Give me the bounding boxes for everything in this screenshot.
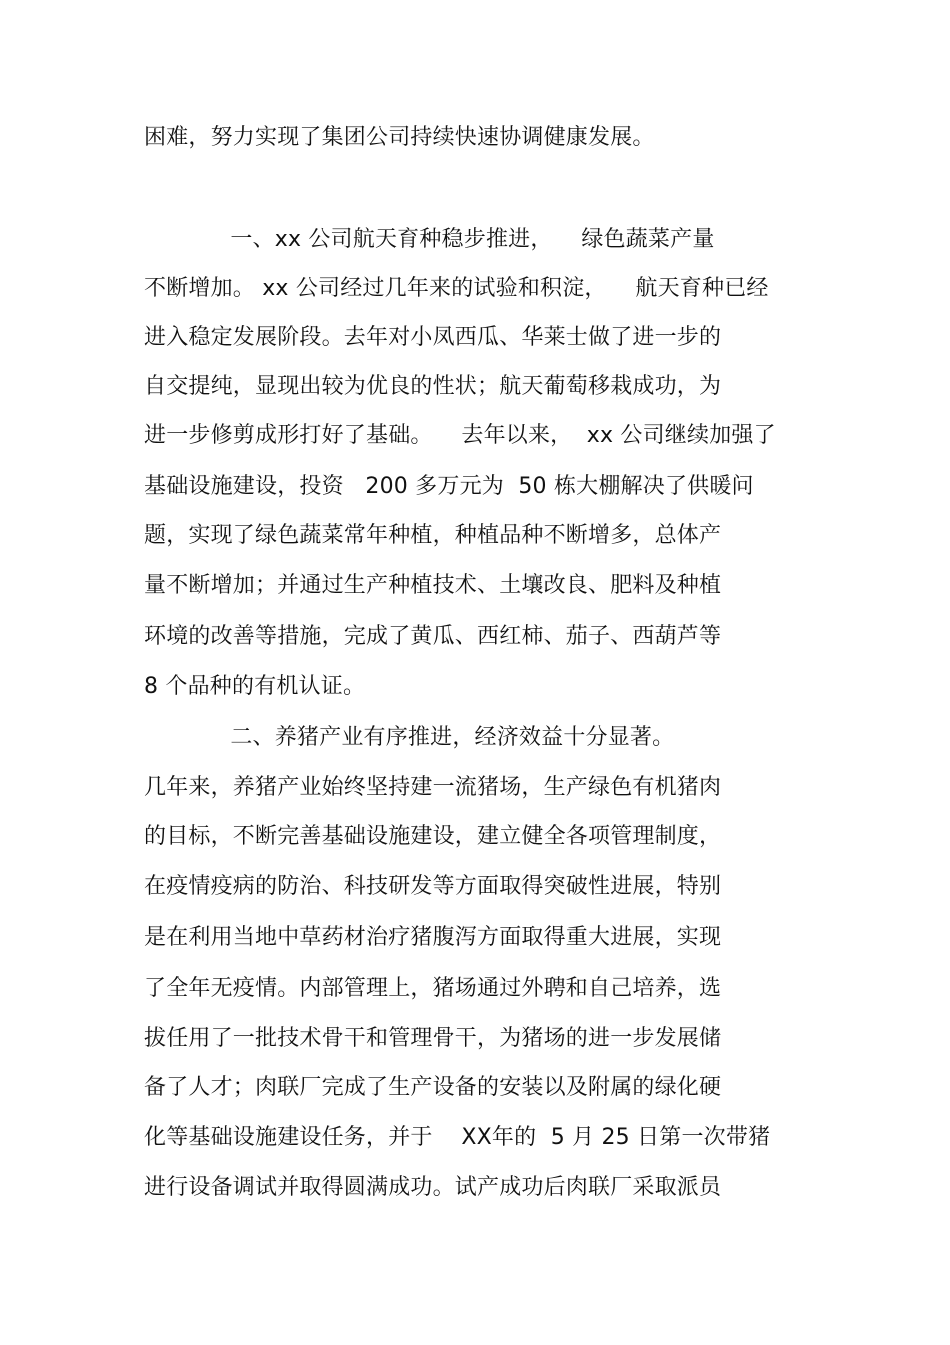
text-line-10: 环境的改善等措施，完成了黄瓜、西红柿、茄子、西葫芦等 [144, 624, 722, 649]
text-line-14: 的目标，不断完善基础设施建设，建立健全各项管理制度， [144, 824, 722, 849]
text-line-21: 进行设备调试并取得圆满成功。试产成功后肉联厂采取派员 [144, 1175, 722, 1200]
text-line-3: 不断增加。 xx 公司经过几年来的试验和积淀， 航天育种已经 [144, 276, 769, 301]
text-line-7: 基础设施建设，投资 200 多万元为 50 栋大棚解决了供暖问 [144, 474, 754, 499]
text-line-15: 在疫情疫病的防治、科技研发等方面取得突破性进展，特别 [144, 874, 722, 899]
text-line-2: 一、xx 公司航天育种稳步推进， 绿色蔬菜产量 [144, 227, 715, 252]
text-line-9: 量不断增加；并通过生产种植技术、土壤改良、肥料及种植 [144, 573, 722, 598]
text-line-20: 化等基础设施建设任务，并于 XX年的 5 月 25 日第一次带猪 [144, 1125, 771, 1150]
text-line-12: 二、养猪产业有序推进，经济效益十分显著。 [144, 725, 675, 750]
text-line-13: 几年来，养猪产业始终坚持建一流猪场，生产绿色有机猪肉 [144, 775, 722, 800]
text-line-19: 备了人才；肉联厂完成了生产设备的安装以及附属的绿化硬 [144, 1075, 722, 1100]
text-line-1: 困难，努力实现了集团公司持续快速协调健康发展。 [144, 125, 655, 150]
text-line-4: 进入稳定发展阶段。去年对小凤西瓜、华莱士做了进一步的 [144, 325, 722, 350]
text-line-18: 拔任用了一批技术骨干和管理骨干，为猪场的进一步发展储 [144, 1026, 722, 1051]
text-line-5: 自交提纯，显现出较为优良的性状；航天葡萄移栽成功，为 [144, 374, 722, 399]
text-line-16: 是在利用当地中草药材治疗猪腹泻方面取得重大进展，实现 [144, 925, 722, 950]
text-line-6: 进一步修剪成形打好了基础。 去年以来， xx 公司继续加强了 [144, 423, 776, 448]
text-line-11: 8 个品种的有机认证。 [144, 674, 366, 699]
text-line-8: 题，实现了绿色蔬菜常年种植，种植品种不断增多，总体产 [144, 523, 722, 548]
text-line-17: 了全年无疫情。内部管理上，猪场通过外聘和自己培养，选 [144, 976, 722, 1001]
